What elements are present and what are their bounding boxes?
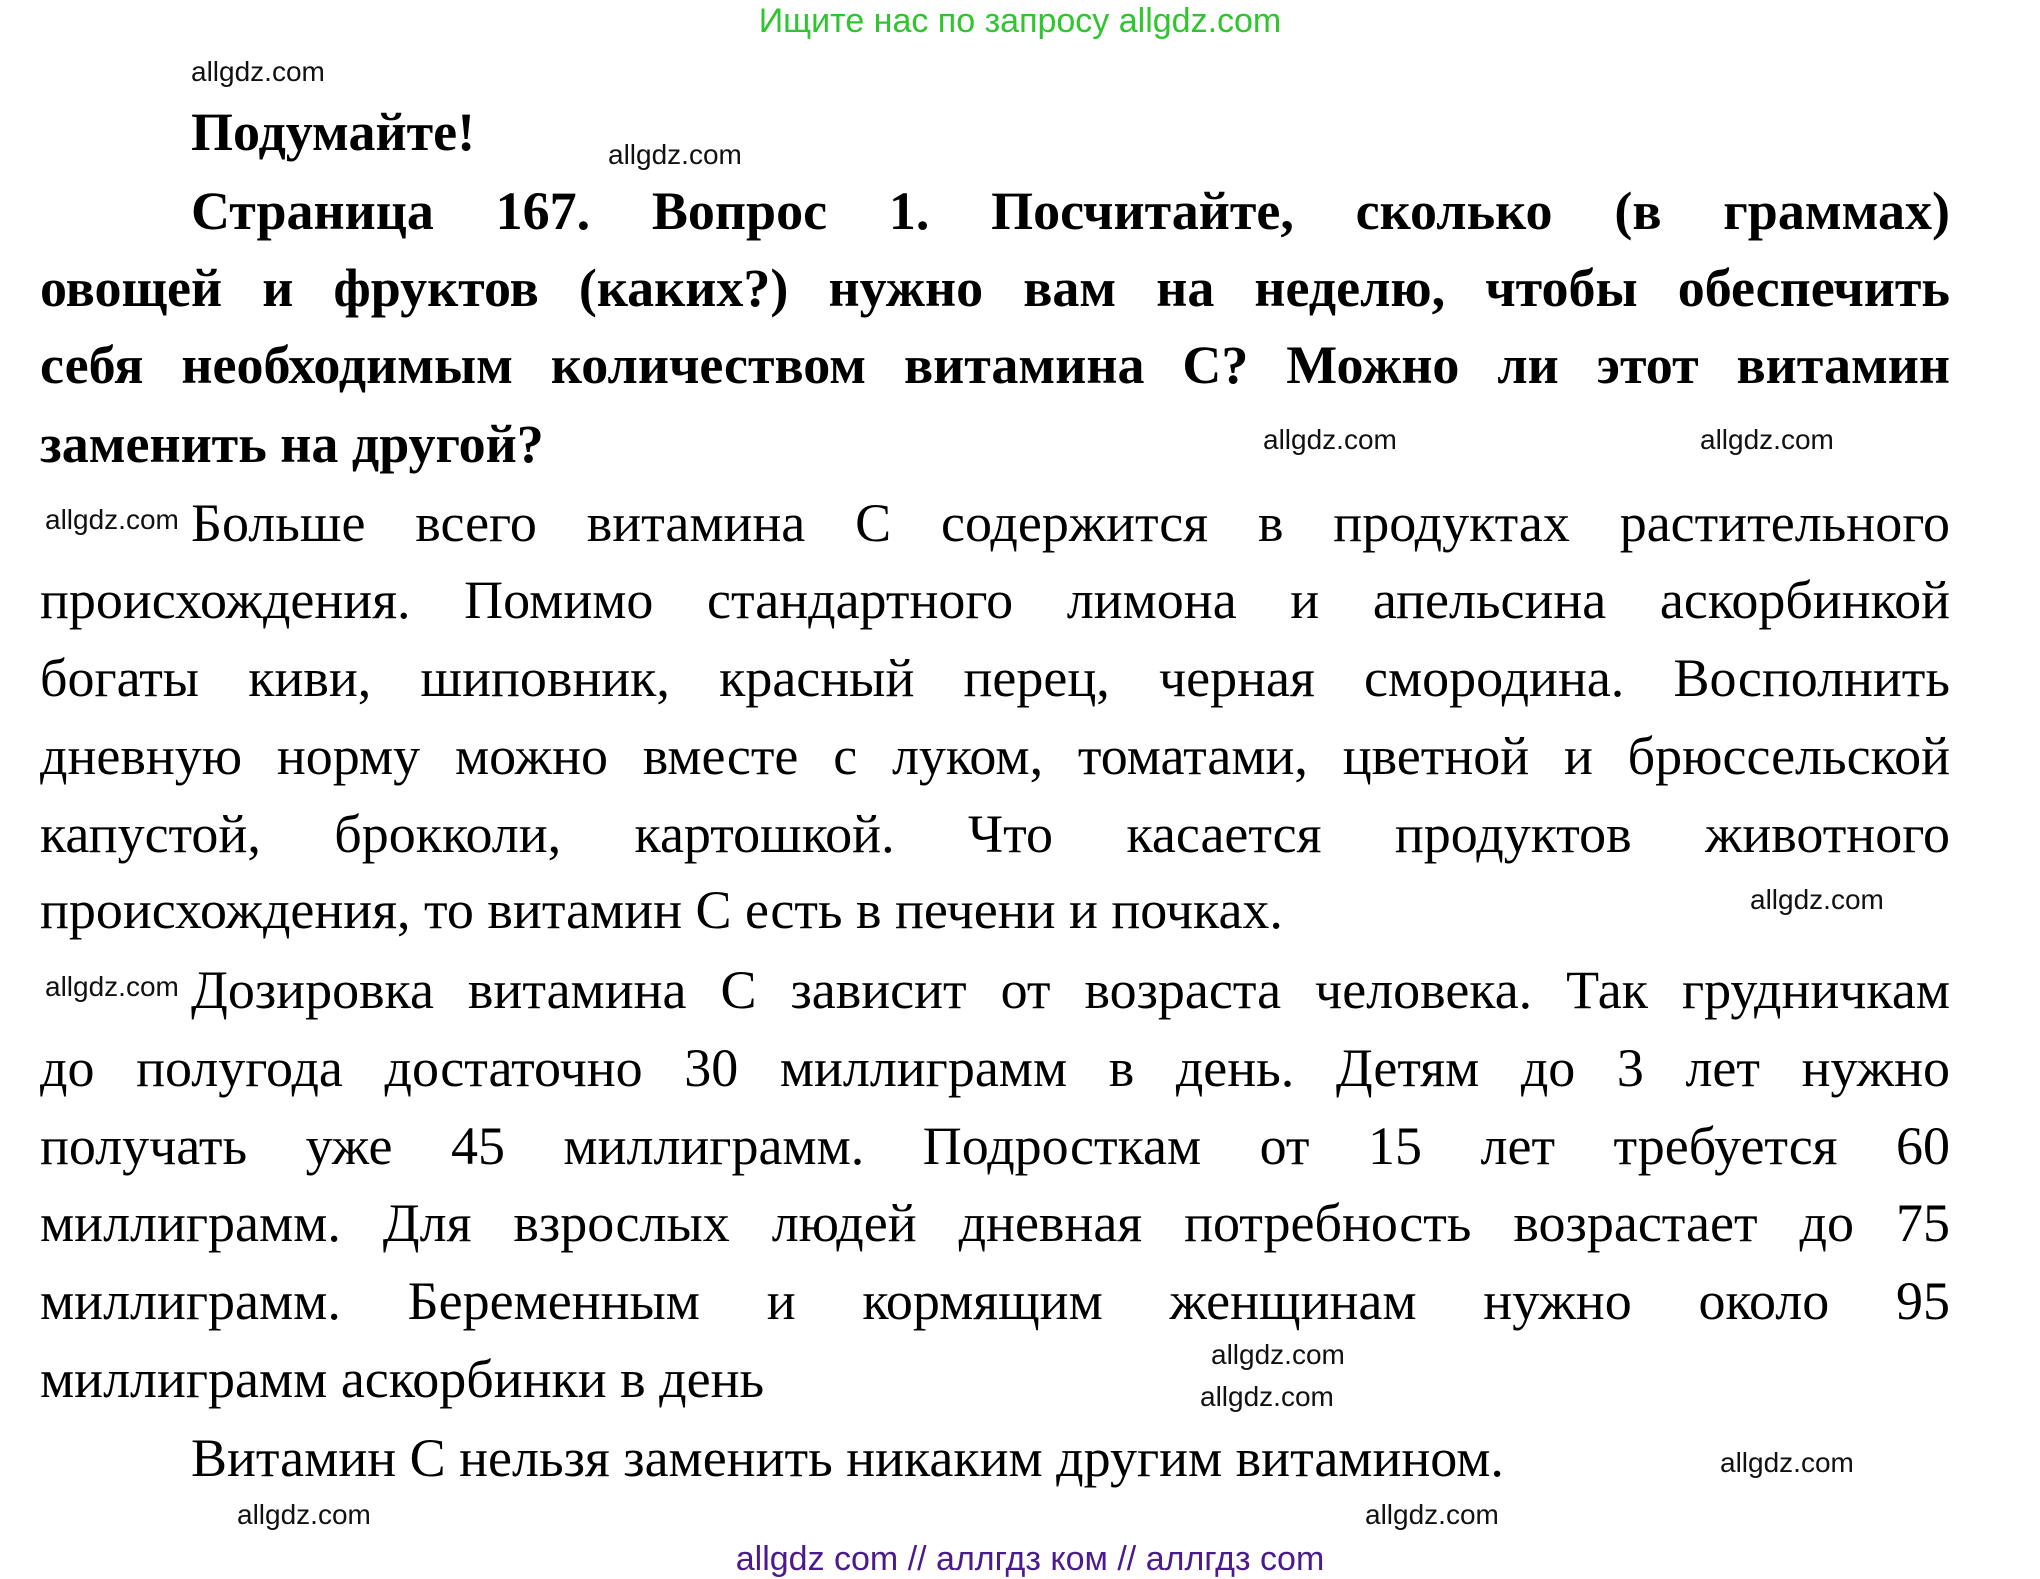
answer-line: происхождения. Помимо стандартного лимона и апельсина аскорбинкой (40, 570, 1950, 630)
heading-think: Подумайте! (191, 102, 476, 162)
answer-line: дневную норму можно вместе с луком, томатами, цветной и брюссельской (40, 726, 1950, 786)
watermark: allgdz.com (1365, 1499, 1499, 1530)
answer-line: Больше всего витамина С содержится в продуктах растительного (191, 493, 1950, 553)
search-banner: Ищите нас по запросу allgdz.com (758, 2, 1282, 40)
watermark: allgdz.com (191, 56, 325, 87)
answer-line: миллиграмм. Для взрослых людей дневная потребность возрастает до 75 (40, 1193, 1950, 1253)
footer-banner: allgdz com // аллгдз ком // аллгдз com (735, 1540, 1325, 1578)
answer-line: капустой, брокколи, картошкой. Что касается продуктов животного (40, 804, 1950, 864)
watermark: allgdz.com (1750, 884, 1884, 915)
watermark: allgdz.com (45, 971, 179, 1002)
watermark: allgdz.com (45, 504, 179, 535)
answer-line: Дозировка витамина С зависит от возраста человека. Так грудничкам (191, 960, 1950, 1020)
question-line: овощей и фруктов (каких?) нужно вам на неделю, чтобы обеспечить (40, 258, 1950, 318)
watermark: allgdz.com (1700, 424, 1834, 455)
watermark: allgdz.com (608, 139, 742, 170)
question-line: себя необходимым количеством витамина С? Можно ли этот витамин (40, 335, 1950, 395)
watermark: allgdz.com (1211, 1339, 1345, 1370)
question-line: Страница 167. Вопрос 1. Посчитайте, сколько (в граммах) (191, 181, 1950, 241)
watermark: allgdz.com (1200, 1381, 1334, 1412)
question-line: заменить на другой? (40, 414, 544, 474)
conclusion-line: Витамин С нельзя заменить никаким другим витамином. (191, 1428, 1504, 1488)
answer-line: миллиграмм. Беременным и кормящим женщинам нужно около 95 (40, 1271, 1950, 1331)
answer-line: до полугода достаточно 30 миллиграмм в день. Детям до 3 лет нужно (40, 1038, 1950, 1098)
answer-line: богаты киви, шиповник, красный перец, черная смородина. Восполнить (40, 648, 1950, 708)
answer-line: миллиграмм аскорбинки в день (40, 1349, 765, 1409)
answer-line: получать уже 45 миллиграмм. Подросткам от 15 лет требуется 60 (40, 1116, 1950, 1176)
watermark: allgdz.com (1263, 424, 1397, 455)
watermark: allgdz.com (237, 1499, 371, 1530)
watermark: allgdz.com (1720, 1447, 1854, 1478)
answer-line: происхождения, то витамин С есть в печени и почках. (40, 880, 1283, 940)
